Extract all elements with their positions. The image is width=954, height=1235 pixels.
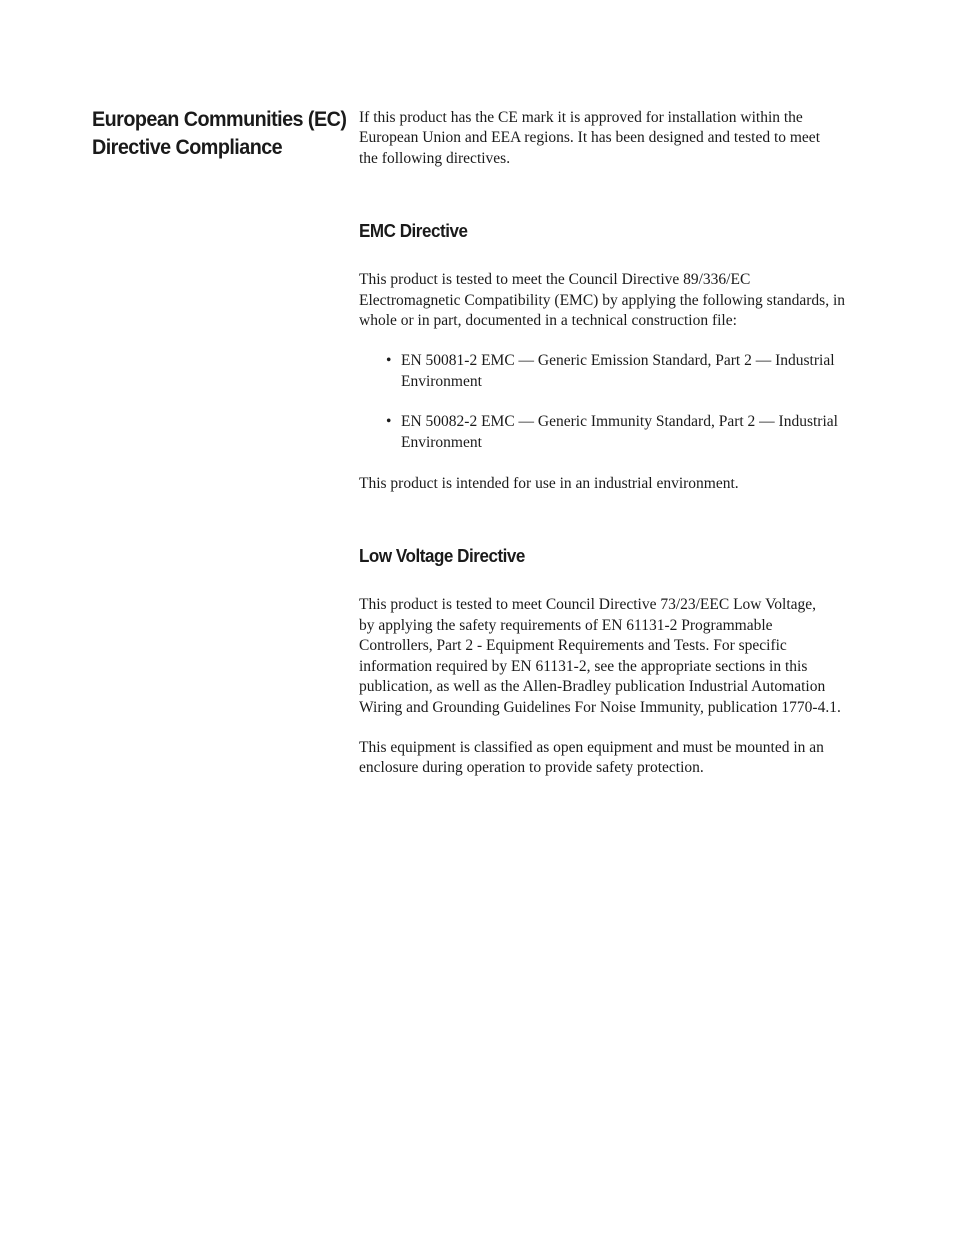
text-line: Wiring and Grounding Guidelines For Noise Immunity, publication 1770-4.1.	[359, 698, 841, 716]
text-line: This product is tested to meet the Council Directive 89/336/EC	[359, 271, 751, 289]
text-line: This product is tested to meet Council Directive 73/23/EEC Low Voltage,	[359, 596, 817, 614]
emc-heading: EMC Directive	[359, 220, 468, 242]
section-heading-line: Directive Compliance	[92, 135, 283, 159]
list-item	[359, 412, 879, 453]
main-content	[359, 108, 879, 779]
text-line: by applying the safety requirements of EN 61131-2 Programmable	[359, 616, 773, 634]
text-line: This equipment is classified as open equipment and must be mounted in an	[359, 738, 824, 756]
text-line: If this product has the CE mark it is approved for installation within the	[359, 109, 803, 126]
text-line: Electromagnetic Compatibility (EMC) by applying the following standards, in	[359, 291, 846, 309]
bullet-icon: •	[386, 413, 392, 431]
low-voltage-closing-paragraph	[359, 738, 879, 779]
section-heading	[92, 105, 347, 161]
list-item	[359, 351, 879, 392]
text-line: Environment	[401, 372, 482, 390]
emc-standards-list	[359, 351, 879, 453]
bullet-icon: •	[386, 352, 392, 370]
low-voltage-body-paragraph	[359, 595, 879, 717]
text-line: EN 50082-2 EMC — Generic Immunity Standard, Part 2 — Industrial	[401, 413, 838, 431]
emc-closing-paragraph	[359, 474, 879, 494]
text-line: Controllers, Part 2 - Equipment Requirements and Tests. For specific	[359, 637, 787, 655]
text-line: the following directives.	[359, 149, 511, 167]
low-voltage-heading: Low Voltage Directive	[359, 545, 525, 567]
text-line: Environment	[401, 433, 482, 451]
section-heading-line: European Communities (EC)	[92, 107, 347, 131]
text-line: EN 50081-2 EMC — Generic Emission Standard, Part 2 — Industrial	[401, 352, 835, 370]
intro-paragraph	[359, 108, 879, 169]
text-line: information required by EN 61131-2, see the appropriate sections in this	[359, 657, 808, 675]
text-line: This product is intended for use in an industrial environment.	[359, 475, 739, 493]
text-line: publication, as well as the Allen-Bradley publication Industrial Automation	[359, 678, 826, 696]
emc-body-paragraph	[359, 270, 879, 331]
text-line: European Union and EEA regions. It has been designed and tested to meet	[359, 129, 820, 147]
text-line: enclosure during operation to provide safety protection.	[359, 759, 704, 777]
text-line: whole or in part, documented in a technical construction file:	[359, 312, 737, 330]
